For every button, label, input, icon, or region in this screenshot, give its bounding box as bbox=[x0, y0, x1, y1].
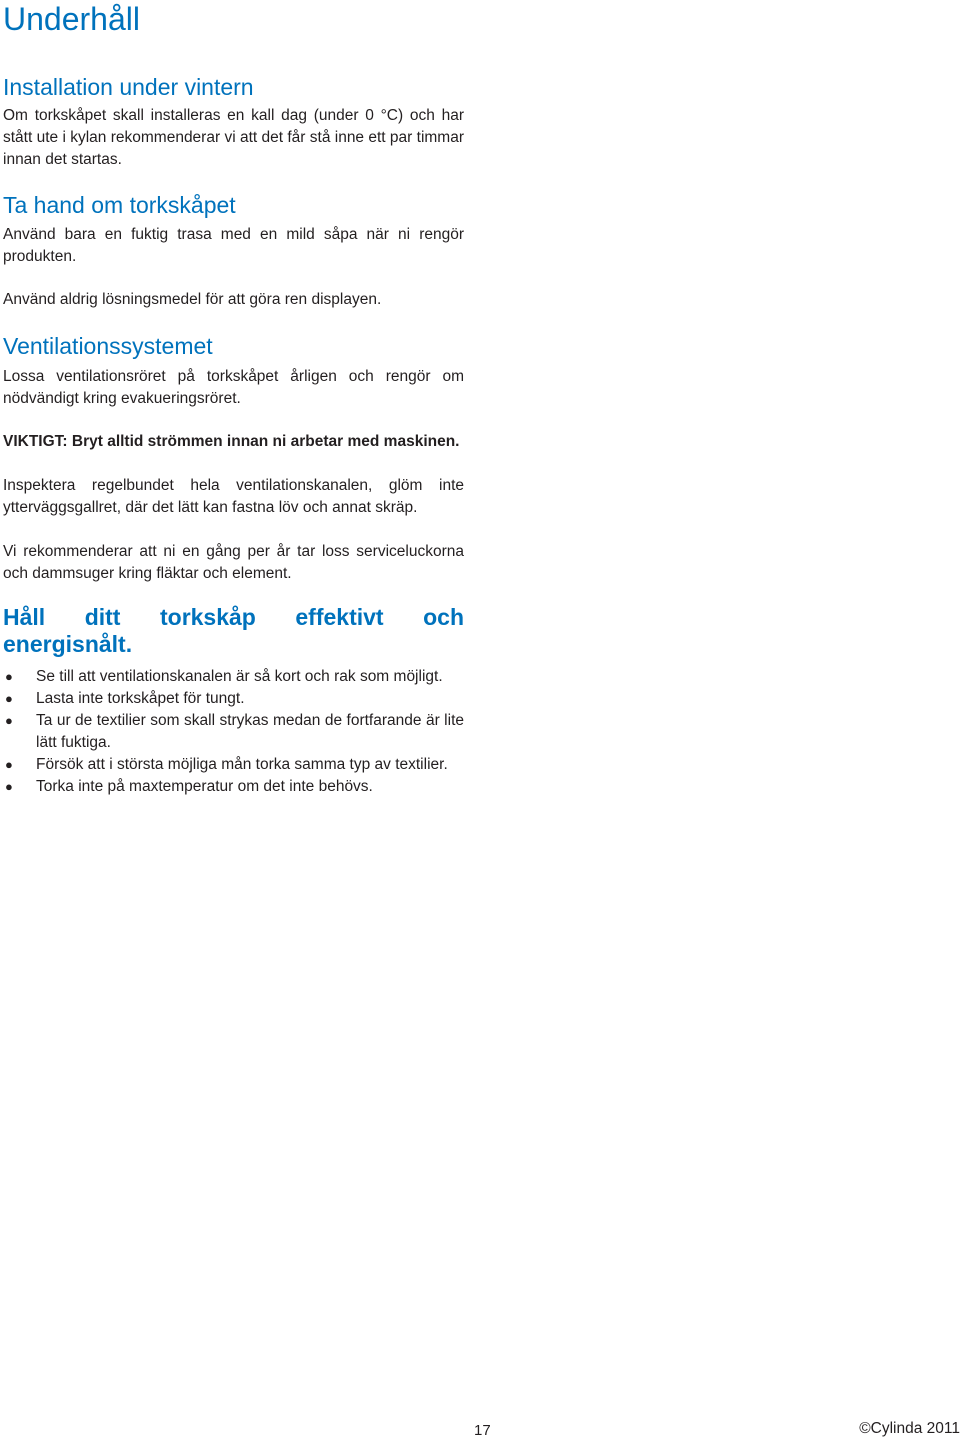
section-heading-care: Ta hand om torkskåpet bbox=[3, 192, 236, 218]
warning-text: VIKTIGT: Bryt alltid strömmen innan ni arbetar med maskinen. bbox=[3, 433, 460, 450]
bullet-icon: ● bbox=[5, 669, 13, 684]
page-title: Underhåll bbox=[3, 1, 140, 37]
bullet-icon: ● bbox=[5, 779, 13, 794]
list-item bbox=[3, 666, 464, 688]
bullet-icon: ● bbox=[5, 757, 13, 772]
list-item-text: Ta ur de textilier som skall strykas medan de fortfarande är lite lätt fuktiga. bbox=[36, 712, 464, 751]
efficiency-tips-list bbox=[3, 666, 464, 798]
list-item bbox=[3, 688, 464, 710]
list-item-text: Lasta inte torkskåpet för tungt. bbox=[36, 690, 245, 707]
ventilation-paragraph-2: Inspektera regelbundet hela ventilationskanalen, glöm inte ytterväggsgallret, där det lätt kan fastna löv och annat skräp. bbox=[3, 477, 464, 516]
main-content bbox=[3, 72, 464, 798]
list-item-text: Se till att ventilationskanalen är så kort och rak som möjligt. bbox=[36, 668, 443, 685]
list-item bbox=[3, 710, 464, 754]
bullet-icon: ● bbox=[5, 691, 13, 706]
list-item bbox=[3, 754, 464, 776]
ventilation-paragraph-3: Vi rekommenderar att ni en gång per år tar loss serviceluckorna och dammsuger kring fläktar och element. bbox=[3, 543, 464, 582]
page-number: 17 bbox=[474, 1422, 491, 1439]
list-item bbox=[3, 776, 464, 798]
section-heading-ventilation: Ventilationssystemet bbox=[3, 333, 213, 359]
ventilation-paragraph-1: Lossa ventilationsröret på torkskåpet årligen och rengör om nödvändigt kring evakueringsröret. bbox=[3, 368, 464, 407]
list-item-text: Försök att i största möjliga mån torka samma typ av textilier. bbox=[36, 756, 448, 773]
section-heading-installation: Installation under vintern bbox=[3, 74, 254, 100]
bullet-icon: ● bbox=[5, 713, 13, 728]
care-paragraph-1: Använd bara en fuktig trasa med en mild såpa när ni rengör produkten. bbox=[3, 226, 464, 265]
care-paragraph-2: Använd aldrig lösningsmedel för att göra ren displayen. bbox=[3, 291, 382, 308]
section-heading-efficiency: Håll ditt torkskåp effektivt och energisnålt. bbox=[3, 604, 464, 657]
list-item-text: Torka inte på maxtemperatur om det inte behövs. bbox=[36, 778, 373, 795]
copyright-notice: ©Cylinda 2011 bbox=[859, 1420, 960, 1437]
installation-paragraph: Om torkskåpet skall installeras en kall dag (under 0 °C) och har stått ute i kylan rekommenderar vi att det får stå inne ett par timmar innan det startas. bbox=[3, 107, 464, 168]
